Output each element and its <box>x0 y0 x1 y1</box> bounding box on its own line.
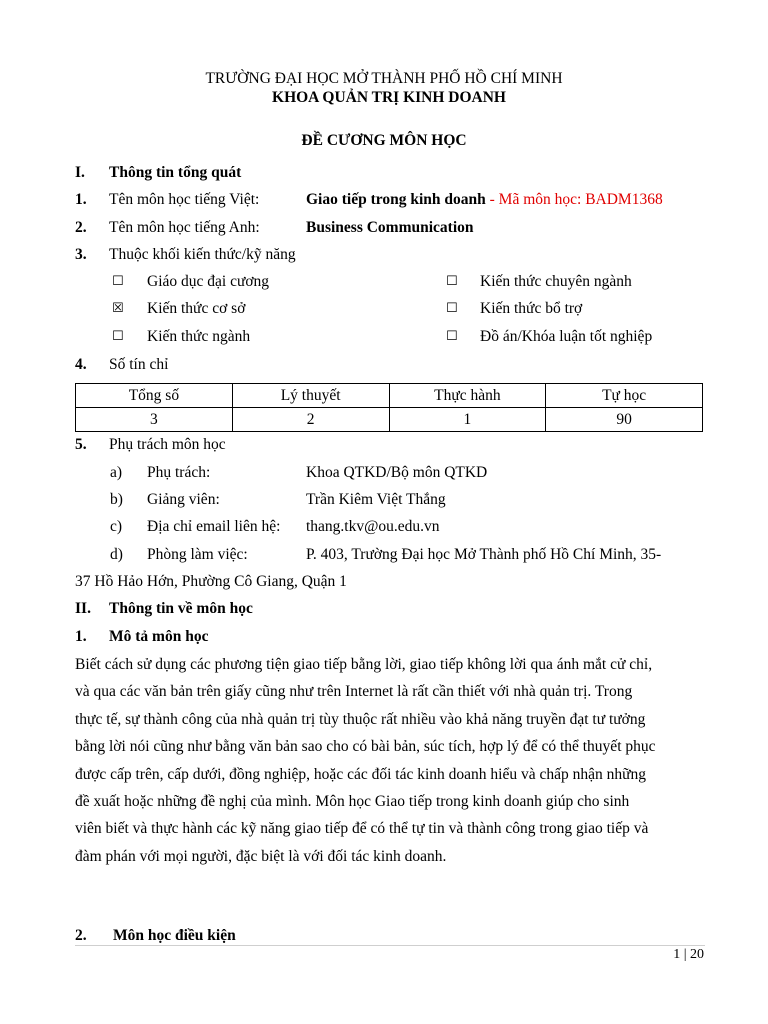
item-4-num: 4. <box>75 356 87 373</box>
staff-b-letter: b) <box>110 491 123 508</box>
item-2-label: Tên môn học tiếng Anh: <box>109 219 260 236</box>
checkbox-thesis[interactable]: ☐ <box>446 329 458 344</box>
course-name-en: Business Communication <box>306 219 474 236</box>
checkbox-general-education[interactable]: ☐ <box>112 274 124 289</box>
staff-a-label: Phụ trách: <box>147 464 211 481</box>
description-line: thực tế, sự thành công của nhà quản trị tùy thuộc rất nhiều vào khả năng truyền đạt tư tưởng <box>75 710 646 728</box>
header-practice: Thực hành <box>389 384 546 408</box>
page-number: 1 | 20 <box>673 947 704 962</box>
item-5-num: 5. <box>75 436 87 453</box>
staff-a-value: Khoa QTKD/Bộ môn QTKD <box>306 464 488 481</box>
item-1-label: Tên môn học tiếng Việt: <box>109 191 260 208</box>
description-line: bằng lời nói cũng như bằng văn bản sao cho có bài bản, súc tích, hợp lý để có thể thuyết phục <box>75 738 656 756</box>
table-row <box>76 408 703 432</box>
header-theory: Lý thuyết <box>232 384 389 408</box>
value-total: 3 <box>76 408 233 432</box>
university-name: TRƯỜNG ĐẠI HỌC MỞ THÀNH PHỐ HỒ CHÍ MINH <box>205 70 563 87</box>
description-line: đề xuất hoặc những đề nghị của mình. Môn học Giao tiếp trong kinh doanh giúp cho sinh <box>75 793 630 811</box>
description-line: viên biết và thực hành các kỹ năng giao tiếp để có thể tự tin và thành công trong giao tiếp và <box>75 820 649 838</box>
course-name-vi-value: Giao tiếp trong kinh doanh <box>306 191 486 208</box>
value-self-study: 90 <box>546 408 703 432</box>
subsection-1-num: 1. <box>75 628 87 645</box>
staff-c-label: Địa chỉ email liên hệ: <box>147 518 281 535</box>
course-description <box>75 651 705 870</box>
header-total: Tổng số <box>76 384 233 408</box>
item-5-label: Phụ trách môn học <box>109 436 226 453</box>
office-address-cont: 37 Hồ Hảo Hớn, Phường Cô Giang, Quận 1 <box>75 573 347 590</box>
label-major: Kiến thức ngành <box>147 328 251 345</box>
description-line: Biết cách sử dụng các phương tiện giao tiếp bằng lời, giao tiếp không lời qua ánh mắt cử chỉ, <box>75 656 653 673</box>
checkbox-specialized[interactable]: ☐ <box>446 274 458 289</box>
lecturer-name: Trần Kiêm Việt Thắng <box>306 491 446 508</box>
section-1-num: I. <box>75 164 85 181</box>
staff-b-label: Giảng viên: <box>147 491 220 508</box>
footer-divider <box>75 945 705 946</box>
item-1-num: 1. <box>75 191 87 208</box>
description-line: đàm phán với mọi người, đặc biệt là với đối tác kinh doanh. <box>75 847 447 865</box>
table-header-row <box>76 384 703 408</box>
label-foundation: Kiến thức cơ sở <box>147 300 246 317</box>
faculty-name: KHOA QUẢN TRỊ KINH DOANH <box>272 89 506 106</box>
staff-d-label: Phòng làm việc: <box>147 546 248 563</box>
label-general-education: Giáo dục đại cương <box>147 273 270 290</box>
label-thesis: Đồ án/Khóa luận tốt nghiệp <box>480 328 653 345</box>
course-name-vi <box>306 191 663 209</box>
section-2-title: Thông tin về môn học <box>109 600 253 617</box>
header-self-study: Tự học <box>546 384 703 408</box>
label-supplementary: Kiến thức bổ trợ <box>480 300 583 317</box>
label-specialized: Kiến thức chuyên ngành <box>480 273 632 290</box>
course-code: - Mã môn học: BADM1368 <box>485 191 663 208</box>
section-2-num: II. <box>75 600 91 617</box>
checkbox-supplementary[interactable]: ☐ <box>446 301 458 316</box>
item-3-label: Thuộc khối kiến thức/kỹ năng <box>109 246 296 263</box>
item-4-label: Số tín chỉ <box>109 356 169 373</box>
checkbox-foundation[interactable]: ☒ <box>112 301 124 316</box>
section-1-title: Thông tin tổng quát <box>109 164 242 181</box>
staff-d-letter: d) <box>110 546 123 563</box>
item-3-num: 3. <box>75 246 87 263</box>
doc-title: ĐỀ CƯƠNG MÔN HỌC <box>301 132 467 149</box>
subsection-1-title: Mô tả môn học <box>109 628 209 645</box>
value-practice: 1 <box>389 408 546 432</box>
office-address: P. 403, Trường Đại học Mở Thành phố Hồ Chí Minh, 35- <box>306 546 662 563</box>
staff-c-letter: c) <box>110 518 123 535</box>
staff-a-letter: a) <box>110 464 123 481</box>
subsection-2-title: Môn học điều kiện <box>113 927 236 944</box>
description-line: và qua các văn bản trên giấy cũng như trên Internet là rất cần thiết với nhà quản trị. Trong <box>75 683 633 701</box>
credits-table <box>75 383 703 432</box>
item-2-num: 2. <box>75 219 87 236</box>
checkbox-major[interactable]: ☐ <box>112 329 124 344</box>
value-theory: 2 <box>232 408 389 432</box>
description-line: được cấp trên, cấp dưới, đồng nghiệp, hoặc các đối tác kinh doanh hiểu và chấp nhận những <box>75 765 646 783</box>
subsection-2-num: 2. <box>75 927 87 944</box>
contact-email[interactable]: thang.tkv@ou.edu.vn <box>306 518 440 535</box>
